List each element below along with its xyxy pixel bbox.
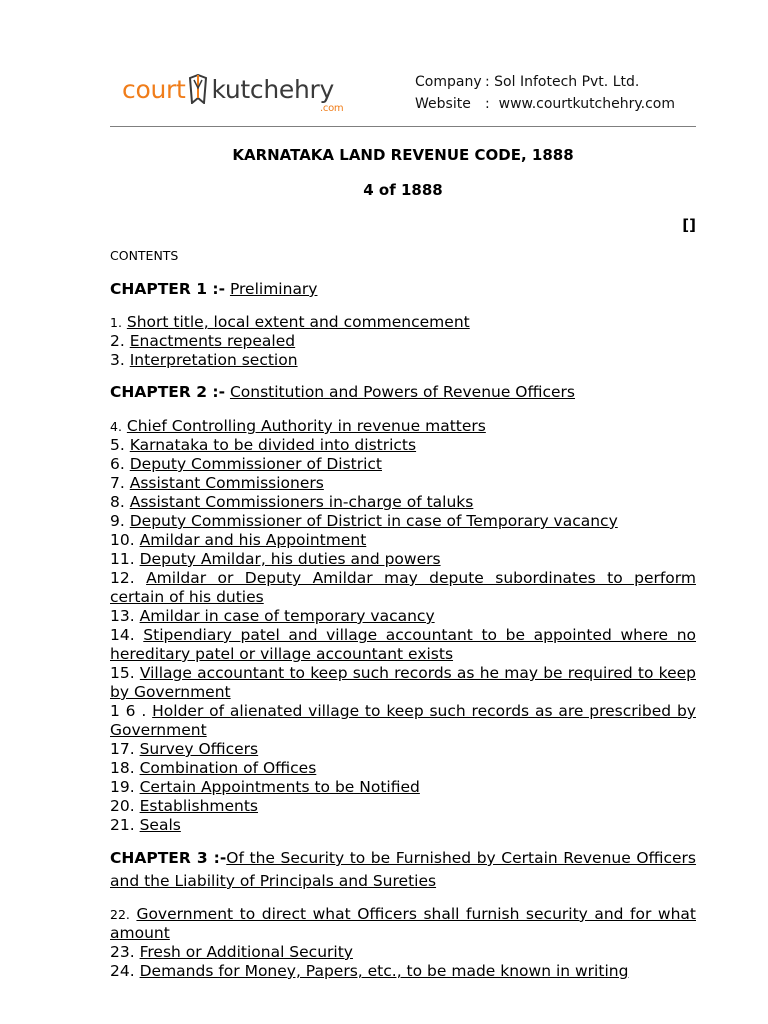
chapter-2-sections [110, 417, 696, 835]
section-link[interactable]: Government to direct what Officers shall furnish security and for what amount [110, 905, 696, 942]
section-link[interactable]: Combination of Offices [139, 759, 317, 777]
section-link[interactable]: Short title, local extent and commencement [126, 313, 470, 331]
website-row [415, 93, 675, 115]
section-item: 6. Deputy Commissioner of District [110, 455, 382, 473]
chapter-label: CHAPTER 1 :- [110, 280, 226, 298]
section-link[interactable]: Demands for Money, Papers, etc., to be made known in writing [139, 962, 629, 980]
section-item: 1. Short title, local extent and commencement [110, 313, 470, 331]
page-header [110, 66, 696, 124]
contents-label: CONTENTS [110, 248, 179, 263]
chapter-label: CHAPTER 3 :- [110, 849, 227, 867]
section-item: 12. Amildar or Deputy Amildar may depute subordinates to perform certain of his duties [110, 569, 696, 606]
section-link[interactable]: Amildar in case of temporary vacancy [139, 607, 435, 625]
brackets-marker: [] [682, 216, 696, 234]
website-link[interactable]: www.courtkutchehry.com [498, 96, 676, 112]
section-item: 19. Certain Appointments to be Notified [110, 778, 420, 796]
act-number: 4 of 1888 [363, 181, 443, 199]
section-item: 3. Interpretation section [110, 351, 298, 369]
section-link[interactable]: Chief Controlling Authority in revenue matters [126, 417, 486, 435]
company-label: Company [415, 74, 482, 90]
section-link[interactable]: Village accountant to keep such records as he may be required to keep by Government [110, 664, 696, 701]
header-divider [110, 126, 696, 127]
section-link[interactable]: Assistant Commissioners in-charge of taluks [129, 493, 474, 511]
gavel-robe-icon [185, 74, 211, 104]
section-item: 11. Deputy Amildar, his duties and powers [110, 550, 441, 568]
section-item: 7. Assistant Commissioners [110, 474, 324, 492]
section-item: 10. Amildar and his Appointment [110, 531, 367, 549]
logo-com-text: .com [320, 103, 344, 114]
chapter-2-link[interactable]: Constitution and Powers of Revenue Officers [229, 383, 576, 401]
section-link[interactable]: Certain Appointments to be Notified [139, 778, 420, 796]
chapter-label: CHAPTER 2 :- [110, 383, 226, 401]
company-info [415, 71, 675, 115]
section-item: 2. Enactments repealed [110, 332, 296, 350]
section-link[interactable]: Interpretation section [129, 351, 298, 369]
section-link[interactable]: Holder of alienated village to keep such records as are prescribed by Government [110, 702, 696, 739]
section-item: 18. Combination of Offices [110, 759, 317, 777]
courtkutchehry-logo[interactable] [122, 74, 344, 114]
document-title: KARNATAKA LAND REVENUE CODE, 1888 [232, 146, 574, 164]
section-item: 24. Demands for Money, Papers, etc., to be made known in writing [110, 962, 629, 980]
chapter-3-link[interactable]: Of the Security to be Furnished by Certain Revenue Officers and the Liability of Principals and Sureties [110, 849, 697, 890]
section-item: 1 6 . Holder of alienated village to keep such records as are prescribed by Government [110, 702, 696, 739]
section-item: 5. Karnataka to be divided into districts [110, 436, 417, 454]
section-link[interactable]: Enactments repealed [129, 332, 296, 350]
chapter-1-heading [110, 278, 696, 301]
section-item: 9. Deputy Commissioner of District in case of Temporary vacancy [110, 512, 618, 530]
section-item: 23. Fresh or Additional Security [110, 943, 353, 961]
section-link[interactable]: Deputy Commissioner of District [129, 455, 382, 473]
section-link[interactable]: Karnataka to be divided into districts [129, 436, 417, 454]
section-link[interactable]: Deputy Commissioner of District in case of Temporary vacancy [129, 512, 618, 530]
section-item: 21. Seals [110, 816, 181, 834]
company-row [415, 71, 675, 93]
section-item: 4. Chief Controlling Authority in revenue matters [110, 417, 486, 435]
section-link[interactable]: Amildar or Deputy Amildar may depute subordinates to perform certain of his duties [110, 569, 696, 606]
section-link[interactable]: Establishments [139, 797, 259, 815]
section-item: 22. Government to direct what Officers shall furnish security and for what amount [110, 905, 696, 942]
section-item: 17. Survey Officers [110, 740, 259, 758]
website-sep: : [485, 96, 490, 112]
section-item: 14. Stipendiary patel and village accountant to be appointed where no hereditary patel or village accountant exists [110, 626, 697, 663]
section-item: 15. Village accountant to keep such records as he may be required to keep by Government [110, 664, 696, 701]
section-item: 20. Establishments [110, 797, 259, 815]
section-link[interactable]: Assistant Commissioners [129, 474, 324, 492]
website-label: Website [415, 96, 471, 112]
section-link[interactable]: Stipendiary patel and village accountant to be appointed where no hereditary patel or village accountant exists [110, 626, 697, 663]
logo-kutchehry-text: kutchehry [211, 75, 335, 104]
section-link[interactable]: Seals [139, 816, 181, 834]
section-link[interactable]: Amildar and his Appointment [139, 531, 367, 549]
logo-court-text: court [122, 75, 186, 104]
chapter-3-sections [110, 905, 696, 981]
section-link[interactable]: Fresh or Additional Security [139, 943, 353, 961]
section-item: 8. Assistant Commissioners in-charge of taluks [110, 493, 474, 511]
section-link[interactable]: Survey Officers [139, 740, 259, 758]
section-link[interactable]: Deputy Amildar, his duties and powers [139, 550, 441, 568]
section-item: 13. Amildar in case of temporary vacancy [110, 607, 435, 625]
chapter-1-sections [110, 313, 696, 370]
company-sep: : [485, 74, 490, 90]
company-value: Sol Infotech Pvt. Ltd. [494, 74, 640, 90]
chapter-1-link[interactable]: Preliminary [229, 280, 318, 298]
chapter-2-heading [110, 381, 696, 404]
chapter-3-heading [110, 847, 696, 893]
